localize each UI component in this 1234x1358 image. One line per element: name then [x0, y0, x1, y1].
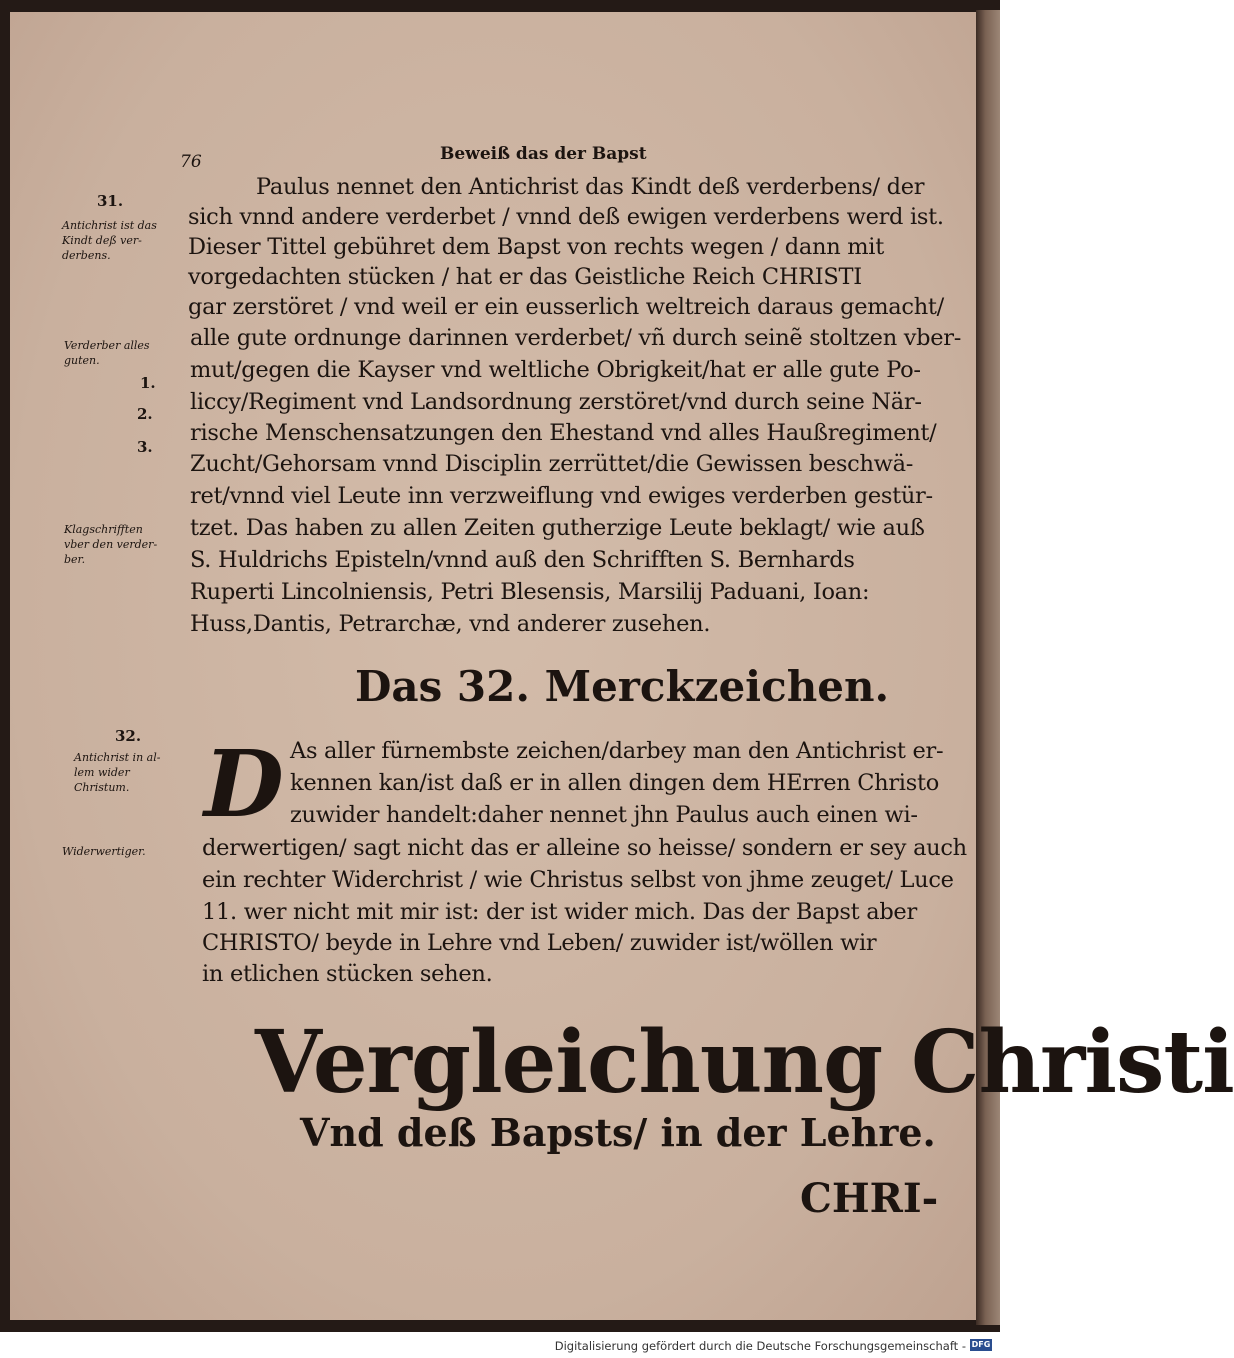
text-line: Zucht/Gehorsam vnnd Disciplin zerrüttet/die Gewissen beschwä- [190, 451, 914, 477]
text-line: derwertigen/ sagt nicht das er alleine so heisse/ sondern er sey auch [202, 835, 967, 861]
comparison-title: Vergleichung Christi [255, 1012, 1234, 1113]
margin-note-line: Klagschrifften [64, 523, 143, 536]
margin-note-line: vber den verder- [64, 538, 158, 551]
text-line: Ruperti Lincolniensis, Petri Blesensis, Marsilij Paduani, Ioan: [190, 579, 870, 605]
catchword: CHRI- [800, 1175, 939, 1222]
decorated-initial: D [204, 730, 284, 838]
text-line: liccy/Regiment vnd Landsordnung zerstöret/vnd durch seine När- [190, 389, 922, 415]
margin-note-line: derbens. [62, 249, 111, 262]
dfg-logo: DFG [971, 1340, 991, 1349]
margin-note-klagschrifften [64, 522, 157, 567]
margin-number-31: 31. [97, 192, 124, 210]
running-title: Beweiß das der Bapst [440, 144, 647, 164]
text-line: rische Menschensatzungen den Ehestand vnd alles Haußregiment/ [190, 420, 937, 446]
text-line: in etlichen stücken sehen. [202, 961, 493, 987]
text-line: Paulus nennet den Antichrist das Kindt deß verderbens/ der [256, 174, 925, 200]
margin-note-line: ber. [64, 553, 86, 566]
comparison-subtitle: Vnd deß Bapsts/ in der Lehre. [300, 1110, 936, 1155]
section-title: Das 32. Merckzeichen. [355, 662, 890, 711]
page-number: 76 [180, 152, 202, 172]
text-line: Huss,Dantis, Petrarchæ, vnd anderer zusehen. [190, 611, 711, 637]
text-line: vorgedachten stücken / hat er das Geistliche Reich CHRISTI [188, 264, 862, 290]
text-line: gar zerstöret / vnd weil er ein eusserlich weltreich daraus gemacht/ [188, 294, 944, 320]
margin-note-antichrist-wider [74, 750, 160, 795]
margin-number-32: 32. [115, 727, 142, 745]
text-line: ret/vnnd viel Leute inn verzweiflung vnd ewiges verderben gestür- [190, 483, 933, 509]
text-line: alle gute ordnunge darinnen verderbet/ vñ durch seinẽ stoltzen vber- [190, 325, 962, 351]
text-line: 11. wer nicht mit mir ist: der ist wider mich. Das der Bapst aber [202, 899, 917, 925]
margin-note-verderber [64, 338, 150, 368]
text-line: mut/gegen die Kayser vnd weltliche Obrigkeit/hat er alle gute Po- [190, 357, 921, 383]
margin-list-number: 2. [137, 405, 153, 423]
margin-note-line: lem wider [74, 766, 130, 779]
margin-note-line: Christum. [74, 781, 130, 794]
footer-text: Digitalisierung gefördert durch die Deutsche Forschungsgemeinschaft - [554, 1339, 966, 1353]
text-line: sich vnnd andere verderbet / vnnd deß ewigen verderbens werd ist. [188, 204, 944, 230]
margin-list-number: 1. [140, 374, 156, 392]
margin-note-line: Antichrist ist das [62, 219, 157, 232]
margin-list-number: 3. [137, 438, 153, 456]
margin-note-line: Verderber alles [64, 339, 150, 352]
text-line: S. Huldrichs Episteln/vnnd auß den Schrifften S. Bernhards [190, 547, 855, 573]
text-line: Dieser Tittel gebühret dem Bapst von rechts wegen / dann mit [188, 234, 884, 260]
margin-note-widerwertiger: Widerwertiger. [62, 845, 146, 858]
margin-note-antichrist-kindt [62, 218, 157, 263]
margin-note-line: Antichrist in al- [74, 751, 161, 764]
text-line: tzet. Das haben zu allen Zeiten gutherzige Leute beklagt/ wie auß [190, 515, 925, 541]
text-line: CHRISTO/ beyde in Lehre vnd Leben/ zuwider ist/wöllen wir [202, 930, 877, 956]
margin-note-line: guten. [64, 354, 100, 367]
footer [0, 1332, 1000, 1358]
text-line: ein rechter Widerchrist / wie Christus selbst von jhme zeuget/ Luce [202, 867, 954, 893]
text-line: kennen kan/ist daß er in allen dingen dem HErren Christo [290, 770, 939, 796]
margin-note-line: Kindt deß ver- [62, 234, 142, 247]
book-edge [976, 10, 1000, 1325]
text-line: zuwider handelt:daher nennet jhn Paulus auch einen wi- [290, 802, 918, 828]
text-line: As aller fürnembste zeichen/darbey man den Antichrist er- [290, 738, 944, 764]
